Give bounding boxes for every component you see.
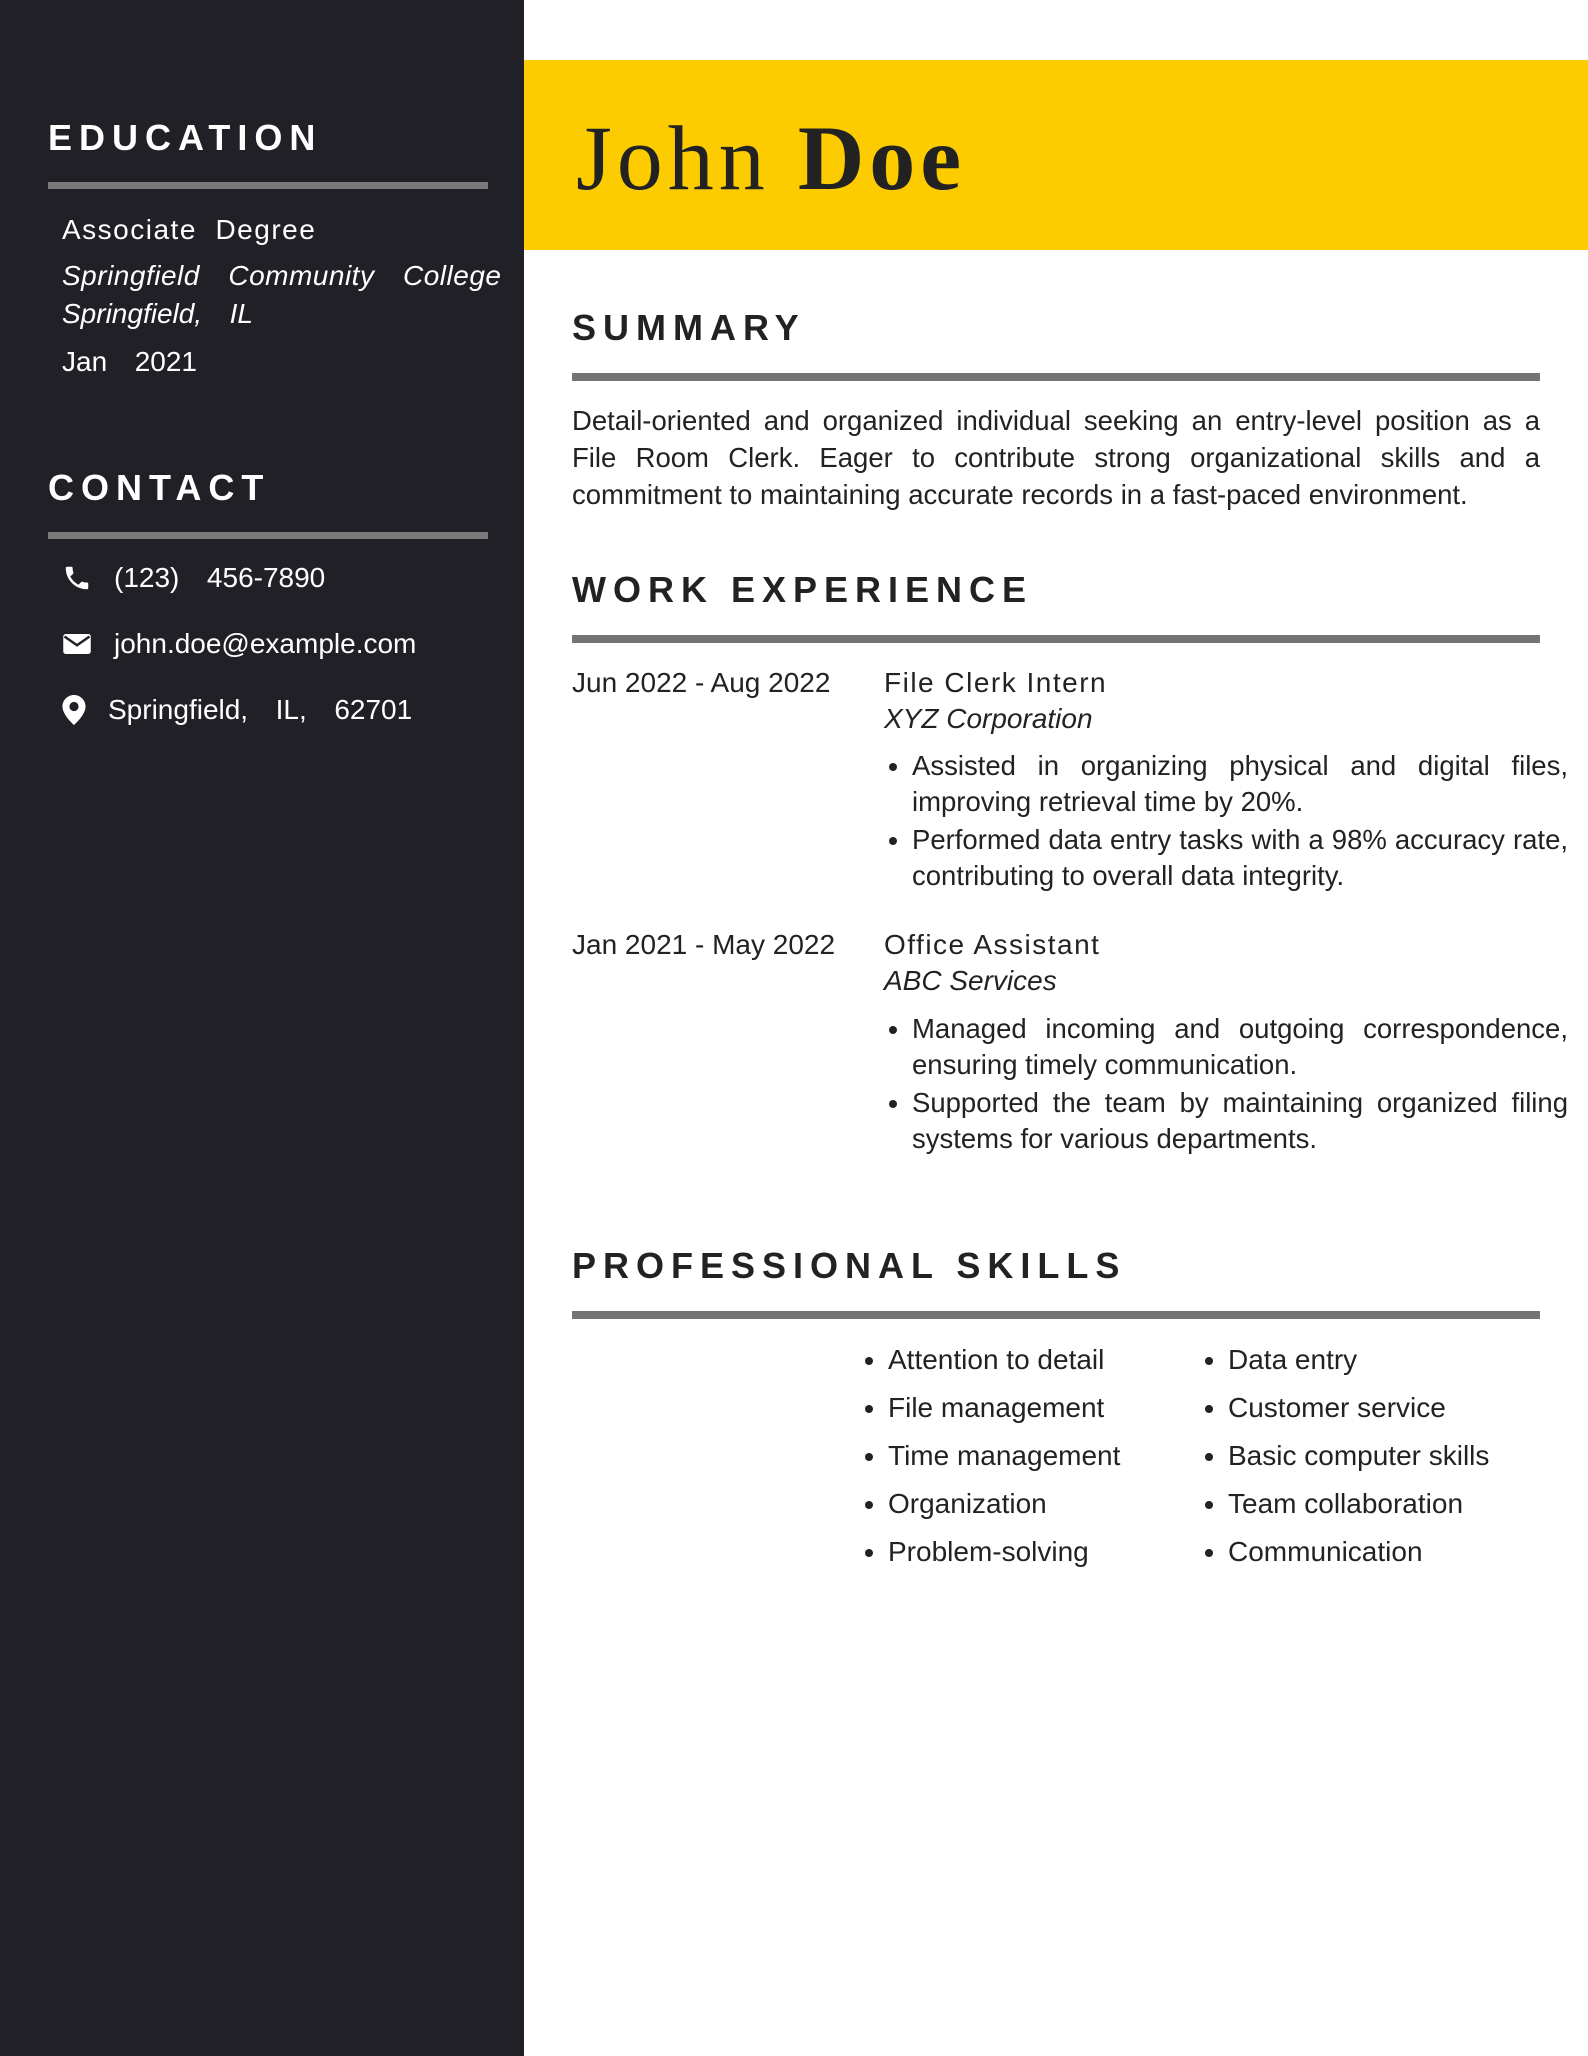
- contact-address-row: [62, 694, 412, 726]
- skill-item: • File management: [888, 1384, 1120, 1432]
- education-divider: [48, 182, 488, 189]
- skills-list-right: [1196, 1336, 1489, 1576]
- job-bullet: • Managed incoming and outgoing correspondence, ensuring timely communication.: [912, 1011, 1568, 1083]
- phone-icon: [62, 563, 102, 593]
- skills-list-left: [856, 1336, 1120, 1576]
- work-section: [572, 569, 1540, 643]
- job-bullet: • Supported the team by maintaining organized filing systems for various departments.: [912, 1085, 1568, 1157]
- map-pin-icon: [62, 695, 96, 725]
- contact-heading: CONTACT: [48, 467, 271, 508]
- contact-address: Springfield, IL, 62701: [108, 694, 413, 725]
- job-title: Office Assistant: [884, 929, 1101, 960]
- education-location: Springfield, IL: [62, 298, 253, 329]
- skill-item: • Customer service: [1228, 1384, 1489, 1432]
- skill-item: • Team collaboration: [1228, 1480, 1489, 1528]
- skill-item: • Basic computer skills: [1228, 1432, 1489, 1480]
- education-school: Springfield Community College: [62, 260, 502, 291]
- first-name: John: [576, 107, 770, 209]
- job-company: XYZ Corporation: [884, 703, 1093, 734]
- work-heading: WORK EXPERIENCE: [572, 569, 1034, 610]
- name-banner: [524, 60, 1588, 250]
- contact-phone-row: [62, 562, 325, 594]
- summary-text: Detail-oriented and organized individual seeking an entry-level position as a File Room Clerk. Eager to contribute strong organizational skills and a commitment to maintaining accurate records in a fast-paced environment.: [572, 405, 1540, 510]
- skill-item: • Attention to detail: [888, 1336, 1120, 1384]
- summary-section: [572, 307, 1540, 381]
- skills-heading: PROFESSIONAL SKILLS: [572, 1245, 1127, 1286]
- skill-item: • Problem-solving: [888, 1528, 1120, 1576]
- skill-item: • Communication: [1228, 1528, 1489, 1576]
- skill-item: • Organization: [888, 1480, 1120, 1528]
- education-section: [48, 117, 502, 377]
- job-bullets: [884, 748, 1568, 896]
- work-divider: [572, 635, 1540, 643]
- education-heading: EDUCATION: [48, 117, 323, 158]
- job-bullets: [884, 1011, 1568, 1159]
- job-bullet: • Assisted in organizing physical and digital files, improving retrieval time by 20%.: [912, 748, 1568, 820]
- contact-email[interactable]: john.doe@example.com: [114, 628, 417, 659]
- job-dates: Jan 2021 - May 2022: [572, 929, 836, 960]
- skill-item: • Time management: [888, 1432, 1120, 1480]
- education-degree: Associate Degree: [62, 214, 317, 245]
- summary-heading: SUMMARY: [572, 307, 806, 348]
- contact-phone[interactable]: (123) 456-7890: [114, 562, 326, 593]
- sidebar: [0, 0, 524, 2056]
- contact-divider: [48, 532, 488, 539]
- skills-section: [572, 1245, 1540, 1319]
- contact-section: [48, 467, 488, 725]
- job-title: File Clerk Intern: [884, 667, 1108, 698]
- envelope-icon: [62, 631, 102, 657]
- job-company: ABC Services: [884, 965, 1057, 996]
- skill-item: • Data entry: [1228, 1336, 1489, 1384]
- last-name: Doe: [797, 107, 967, 209]
- education-date: Jan 2021: [62, 346, 197, 377]
- summary-divider: [572, 373, 1540, 381]
- contact-email-row: [62, 628, 416, 660]
- job-bullet: • Performed data entry tasks with a 98% accuracy rate, contributing to overall data integrity.: [912, 822, 1568, 894]
- skills-divider: [572, 1311, 1540, 1319]
- candidate-name: [576, 107, 967, 209]
- job-dates: Jun 2022 - Aug 2022: [572, 667, 831, 698]
